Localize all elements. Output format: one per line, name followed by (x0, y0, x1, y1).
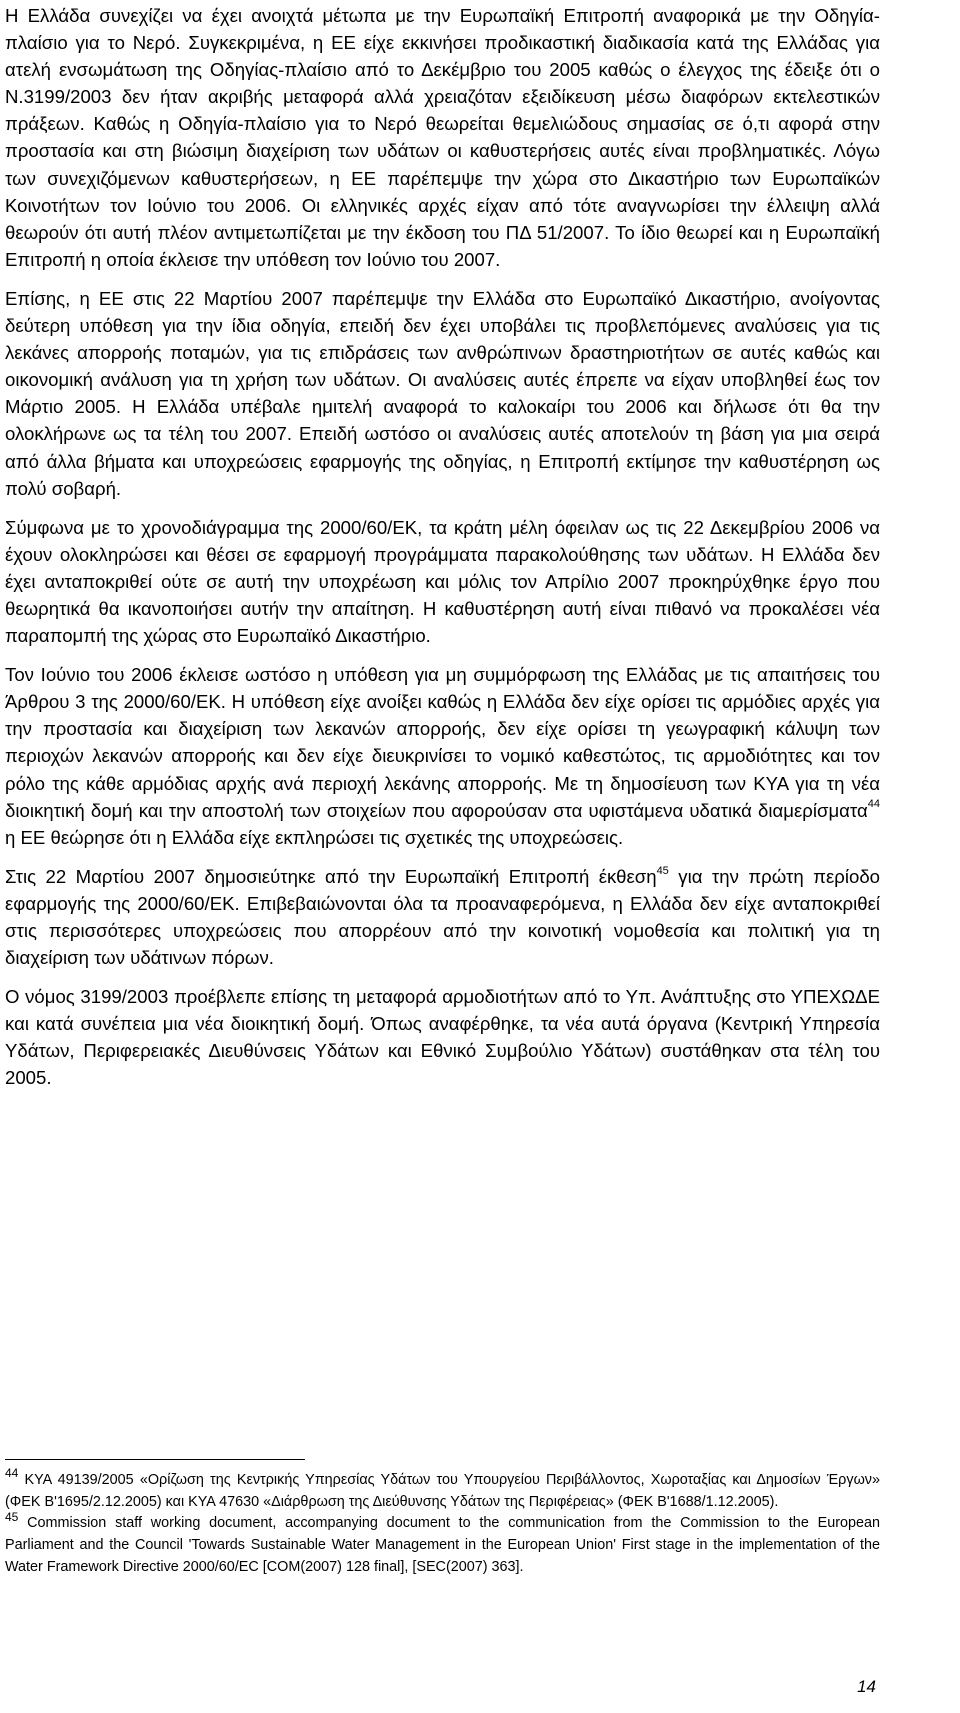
page-number: 14 (857, 1677, 876, 1696)
footnote-text: ΚΥΑ 49139/2005 «Ορίζωση της Κεντρικής Υπηρεσίας Υδάτων του Υπουργείου Περιβάλλοντος, Χωροταξίας και Δημοσίων Έργων» (ΦΕΚ Β'1695/2.12.2005) και ΚΥΑ 47630 «Διάρθρωση της Διεύθυνσης Υδάτων της Περιφέρειας» (ΦΕΚ Β'1688/1.12.2005). (5, 1472, 881, 1510)
paragraph (5, 2, 880, 273)
paragraph (5, 863, 880, 971)
footnote-reference[interactable]: 44 (867, 798, 880, 811)
footnote-number: 44 (5, 1466, 19, 1481)
paragraph-text: η ΕΕ θεώρησε ότι η Ελλάδα είχε εκπληρώσει τις σχετικές της υποχρεώσεις. (5, 826, 624, 848)
paragraph-text: Τον Ιούνιο του 2006 έκλεισε ωστόσο η υπόθεση για μη συμμόρφωση της Ελλάδας με τις απαιτήσεις του Άρθρου 3 της 2000/60/ΕΚ. Η υπόθεση είχε ανοίξει καθώς η Ελλάδα δεν είχε ορίσει τις αρμόδιες αρχές για την προστασία και διαχείριση των λεκανών απορροής, δεν είχε ορίσει τη γεωγραφική κάλυψη των περιοχών λεκανών απορροής και δεν είχε διευκρινίσει το νομικό καθεστώτος, τις αρμοδιότητες και τον ρόλο της κάθε αρμόδιας αρχής ανά περιοχή λεκάνης απορροής. Με τη δημοσίευση των ΚΥΑ για τη νέα διοικητική δομή και την αποστολή των στοιχείων που αφορούσαν στα υφιστάμενα υδατικά διαμερίσματα (5, 664, 880, 821)
footnotes (5, 1466, 881, 1579)
paragraph (5, 983, 880, 1091)
footnote-text: Commission staff working document, accompanying document to the communication from the Commission to the European Parliament and the Council 'Towards Sustainable Water Management in the European Union' First stage in the implementation of the Water Framework Directive 2000/60/EC [COM(2007) 128 final], [SEC(2007) 363]. (5, 1515, 881, 1575)
footnote (5, 1509, 881, 1578)
footnote-separator (5, 1459, 305, 1460)
paragraph-text: Σύμφωνα με το χρονοδιάγραμμα της 2000/60/ΕΚ, τα κράτη μέλη όφειλαν ως τις 22 Δεκεμβρίου 2006 να έχουν ολοκληρώσει και θέσει σε εφαρμογή προγράμματα παρακολούθησης των υδάτων. Η Ελλάδα δεν έχει ανταποκριθεί ούτε σε αυτή την υποχρέωση και μόλις τον Απρίλιο 2007 προκηρύχθηκε έργο που θεωρητικά θα ικανοποιήσει αυτήν την απαίτηση. Η καθυστέρηση αυτή είναι πιθανό να προκαλέσει νέα παραπομπή της χώρας στο Ευρωπαϊκό Δικαστήριο. (5, 516, 880, 647)
footnote (5, 1466, 881, 1513)
paragraph-text: Ο νόμος 3199/2003 προέβλεπε επίσης τη μεταφορά αρμοδιοτήτων από το Υπ. Ανάπτυξης στο ΥΠΕΧΩΔΕ και κατά συνέπεια μια νέα διοικητική δομή. Όπως αναφέρθηκε, τα νέα αυτά όργανα (Κεντρική Υπηρεσία Υδάτων, Περιφερειακές Διευθύνσεις Υδάτων και Εθνικό Συμβούλιο Υδάτων) συστάθηκαν στα τέλη του 2005. (5, 986, 880, 1089)
paragraph (5, 285, 880, 502)
paragraph (5, 514, 880, 649)
paragraph (5, 661, 880, 851)
body-text (5, 2, 880, 1104)
footnote-number: 45 (5, 1509, 19, 1524)
paragraph-text: Στις 22 Μαρτίου 2007 δημοσιεύτηκε από την Ευρωπαϊκή Επιτροπή έκθεση (5, 865, 657, 887)
paragraph-text: Η Ελλάδα συνεχίζει να έχει ανοιχτά μέτωπα με την Ευρωπαϊκή Επιτροπή αναφορικά με την Οδηγία-πλαίσιο για το Νερό. Συγκεκριμένα, η ΕΕ είχε εκκινήσει προδικαστική διαδικασία κατά της Ελλάδας για ατελή ενσωμάτωση της Οδηγίας-πλαίσιο από το Δεκέμβριο του 2005 καθώς ο έλεγχος της έδειξε ότι ο Ν.3199/2003 δεν ήταν ακριβής μεταφορά αλλά χρειαζόταν εξειδίκευση μέσω διαφόρων εκτελεστικών πράξεων. Καθώς η Οδηγία-πλαίσιο για το Νερό θεωρείται θεμελιώδους σημασίας σε ό,τι αφορά στην προστασία και στη βιώσιμη διαχείριση των υδάτων οι καθυστερήσεις αυτές είναι προβληματικές. Λόγω των συνεχιζόμενων καθυστερήσεων, η ΕΕ παρέπεμψε την χώρα στο Δικαστήριο των Ευρωπαϊκών Κοινοτήτων τον Ιούνιο του 2006. Οι ελληνικές αρχές είχαν από τότε αναγνωρίσει την έλλειψη αλλά θεωρούν ότι αυτή πλέον αντιμετωπίζεται με την έκδοση του ΠΔ 51/2007. Το ίδιο θεωρεί και η Ευρωπαϊκή Επιτροπή η οποία έκλεισε την υπόθεση τον Ιούνιο του 2007. (5, 5, 880, 270)
paragraph-text: για την πρώτη περίοδο εφαρμογής της 2000/60/ΕΚ. Επιβεβαιώνονται όλα τα προαναφερόμενα, η Ελλάδα δεν είχε ανταποκριθεί στις περισσότερες υποχρεώσεις που απορρέουν από την κοινοτική νομοθεσία και πολιτική για τη διαχείριση των υδάτινων πόρων. (5, 865, 881, 969)
paragraph-text: Επίσης, η ΕΕ στις 22 Μαρτίου 2007 παρέπεμψε την Ελλάδα στο Ευρωπαϊκό Δικαστήριο, ανοίγοντας δεύτερη υπόθεση για την ίδια οδηγία, επειδή δεν έχει υποβάλει τις προβλεπόμενες αναλύσεις για τις λεκάνες απορροής ποταμών, για τις επιδράσεις των ανθρώπινων δραστηριοτήτων σε αυτές καθώς και οικονομική ανάλυση για τη χρήση των υδάτων. Οι αναλύσεις αυτές έπρεπε να είχαν υποβληθεί έως τον Μάρτιο 2005. Η Ελλάδα υπέβαλε ημιτελή αναφορά το καλοκαίρι του 2006 και δήλωσε ότι θα την ολοκλήρωνε ως τα τέλη του 2007. Επειδή ωστόσο οι αναλύσεις αυτές αποτελούν τη βάση για μια σειρά από άλλα βήματα και υποχρεώσεις εφαρμογής της οδηγίας, η Επιτροπή εκτίμησε την καθυστέρηση ως πολύ σοβαρή. (5, 287, 880, 499)
footnote-reference[interactable]: 45 (656, 864, 669, 877)
